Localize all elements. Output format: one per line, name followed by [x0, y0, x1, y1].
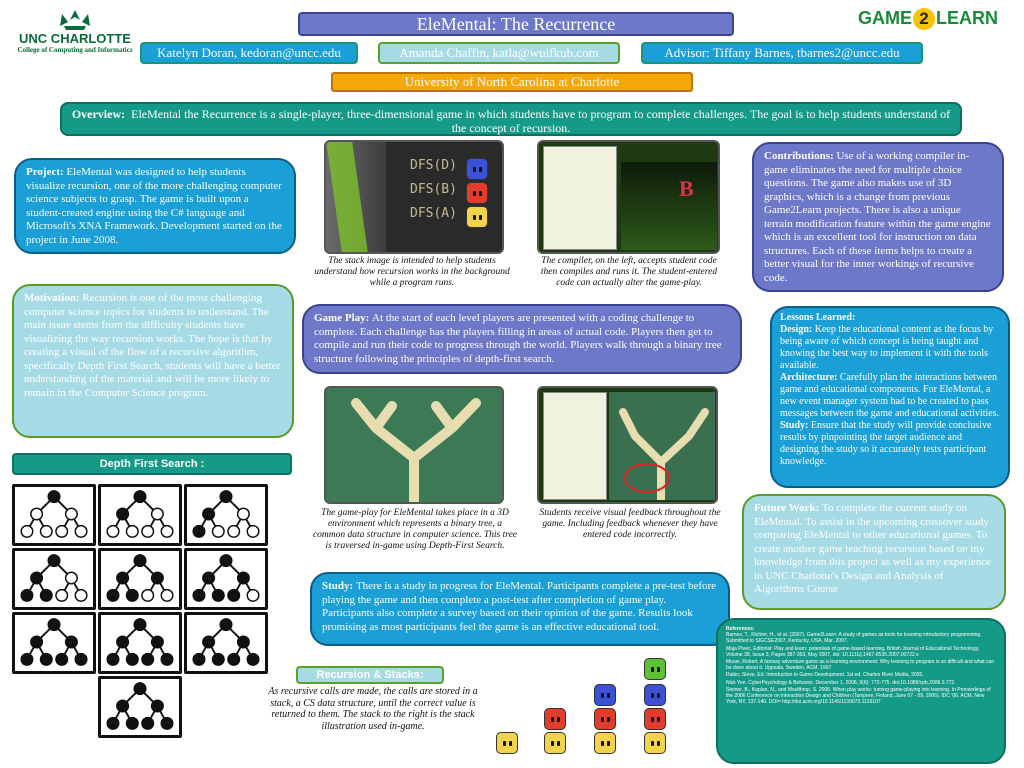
references-title: References: [726, 626, 755, 632]
stack-cube-yellow [466, 206, 488, 228]
cube-yellow-3 [594, 732, 616, 754]
cube-blue-2 [644, 684, 666, 706]
caption-compiler: The compiler, on the left, accepts student code then compiles and runs it. The student-entered code can actually alter the game-play. [540, 256, 718, 288]
stack-cube-blue [466, 158, 488, 180]
dfs-tree-panel [12, 612, 96, 674]
author-1: Katelyn Doran, kedoran@uncc.edu [140, 42, 358, 64]
dfs-tree-panel [184, 548, 268, 610]
dfs-tree-panel [184, 484, 268, 546]
dfs-tree-panel [12, 548, 96, 610]
dfs-tree-panel [12, 484, 96, 546]
reference-item: Nick Yee. CyberPsychology & Behavior. December 1, 2006, 9(6): 772-775. doi:10.1089/cpb.2006.9.772. [726, 679, 956, 686]
poster-title-text: EleMental: The Recurrence [416, 14, 616, 34]
cube-red-3 [644, 708, 666, 730]
lessons-architecture: Architecture: Carefully plan the interactions between game and educational components. For EleMental, a new event manager system had to be created to pass messages between the game and educational activities. [780, 372, 1000, 419]
cube-blue-1 [594, 684, 616, 706]
crown-icon [50, 8, 100, 32]
stack-screenshot [324, 140, 504, 254]
dfs-tree-panel [98, 484, 182, 546]
unc-charlotte-logo [10, 8, 140, 58]
motivation-box: Motivation: Recursion is one of the most challenging computer science topics for students to understand. The main issue stems from the difficulty students have visualizing the way recursion works. The hope is that by creating a visual of the flow of a recursive algorithm, specifically Depth First Search, students will have a better understanding of the material and will be more likely to remain in the Computer Science program. [12, 284, 294, 438]
cube-yellow-1 [496, 732, 518, 754]
lessons-title: Lessons Learned: [780, 312, 856, 323]
cube-yellow-2 [544, 732, 566, 754]
project-box: Project: EleMental was designed to help students visualize recursion, one of the more challenging computer science subjects to grasp. The game is built upon a student-created engine using the C# language and Microsoft's XNA Framework. Development started on the project in June 2008. [14, 158, 296, 254]
cube-red-2 [594, 708, 616, 730]
gameplay-box: Game Play: At the start of each level players are presented with a coding challenge to complete. Each challenge has the players filling in areas of actual code. Players then get to compile and run their code to progress through the world. Players walk through a binary tree structure following the principles of depth-first search. [302, 304, 742, 374]
reference-item: Barnes, T., Richter, H., et al. (2007). Game2Learn: A study of games as tools for learning introductory programming. Submitted to SIGCSE2007, Kentucky, USA, Mar. 2007. [726, 632, 982, 645]
caption-stack: The stack image is intended to help students understand how recursion works in the background while a program runs. [314, 256, 510, 288]
dfs-tree-panel [98, 548, 182, 610]
overview-label: Overview: [71, 107, 126, 121]
overview-box [60, 102, 962, 136]
tree-gameplay-screenshot [324, 386, 504, 504]
feedback-screenshot [537, 386, 718, 504]
institution: University of North Carolina at Charlotte [331, 72, 693, 92]
contributions-box: Contributions: Use of a working compiler in-game eliminates the need for multiple choice questions. The game also makes use of 3D graphics, which is a change from previous Game2Learn projects. There is also a unique terrain modification feature within the game engine which is an excellent tool for instruction on data structures. Each of these items helps to create a better visual for the inner workings of recursive code. [752, 142, 1004, 292]
recursion-title: Recursion & Stacks: [296, 666, 444, 684]
recursion-text: As recursive calls are made, the calls are stored in a stack, a CS data structure, until the correct value is returned to them. The stack to the right is the stack illustration used in-game. [268, 686, 478, 732]
lessons-design: Design: Keep the educational content as the focus by being aware of which concept is being taught and knowing the best way to implement it with the tools available. [780, 324, 994, 371]
stack-label-d: DFS(D) [410, 158, 457, 173]
logo-line1: UNC CHARLOTTE [19, 31, 131, 46]
feedback-tree-icon [609, 392, 715, 500]
cube-green-1 [644, 658, 666, 680]
stack-cube-red [466, 182, 488, 204]
cube-yellow-4 [644, 732, 666, 754]
reference-item: Steiner, B., Kaplan, N., and Moulthrop, S. 2006. When play works: turning game-playing into learning. In Proceedings of the 2006 Conference on interaction Design and Children (Tampere, Finland, June 07 - 09, 2006). IDC '06. ACM, New York, NY, 137-140. DOI= http://doi.acm.org/10.1145/1139073.1139107 [726, 686, 991, 706]
references-list [726, 632, 996, 705]
reference-item: Rabin, Steve, Ed. Introduction to Game Development. 1st ed. Charles River Media, 2005. [726, 672, 924, 679]
logo-line2: College of Computing and Informatics [17, 46, 133, 54]
overview-text: EleMental the Recurrence is a single-player, three-dimensional game in which students have to program to complete challenges. The goal is to help students understand of the concept of recursion. [131, 107, 951, 135]
advisor: Advisor: Tiffany Barnes, tbarnes2@uncc.edu [641, 42, 923, 64]
compiler-b-label: B [679, 176, 694, 201]
stack-label-a: DFS(A) [410, 206, 457, 221]
dfs-tree-grid [12, 484, 282, 768]
dfs-tree-panel [184, 612, 268, 674]
reference-item: Maja Pivec, Editorial: Play and learn: potentials of game-based learning, British Journal of Educational Technology, Volume 38, Issue 3, Pages 387-393, May 2007, doi: 10.1111/j.1467-8535.2007.00722.x [726, 645, 980, 658]
stack-illustration [490, 652, 680, 762]
caption-gameplay: The game-play for EleMental takes place in a 3D environment which represents a binary tree, a common data structure in computer science. This tree is traversed in-game using Depth-First Search. [312, 508, 518, 551]
dfs-title: Depth First Search : [12, 453, 292, 475]
game2learn-logo: GAME 2 LEARN [858, 8, 998, 28]
binary-tree-terrain-icon [326, 388, 502, 502]
references-box [716, 618, 1006, 764]
future-work-box: Future Work: To complete the current study on EleMental. To assist in the upcoming crossover study comparing EleMental to other educational games. To create another game teaching recursion based on my knowledge from this project as well as my experience in UNC Charlotte's Design and Analysis of Algorithms Course [742, 494, 1006, 610]
logo-2-badge: 2 [913, 8, 935, 30]
dfs-tree-panel [98, 676, 182, 738]
stack-label-b: DFS(B) [410, 182, 457, 197]
cube-red-1 [544, 708, 566, 730]
dfs-tree-panel [98, 612, 182, 674]
poster-title [298, 12, 734, 36]
lessons-study: Study: Ensure that the study will provide conclusive results by pinpointing the target audience and designing the study so it accurately tests participant knowledge. [780, 420, 992, 467]
lessons-box [770, 306, 1010, 488]
reference-item: Moser, Robert. A fantasy adventure game as a learning environment: Why learning to program is so difficult and what can be done about it. Uppsala, Sweden. ACM, 1997. [726, 659, 995, 672]
author-2: Amanda Chaffin, katla@wulfkub.com [378, 42, 620, 64]
caption-feedback: Students receive visual feedback throughout the game. Including feedback whenever they have entered code incorrectly. [539, 508, 721, 540]
compiler-screenshot [537, 140, 720, 254]
study-box: Study: There is a study in progress for EleMental. Participants complete a pre-test before playing the game and then complete a post-test after completion of game play. Participants also complete a survey based on their opinion of the game. Results look promising as most participants feel the game is an effective educational tool. [310, 572, 730, 646]
